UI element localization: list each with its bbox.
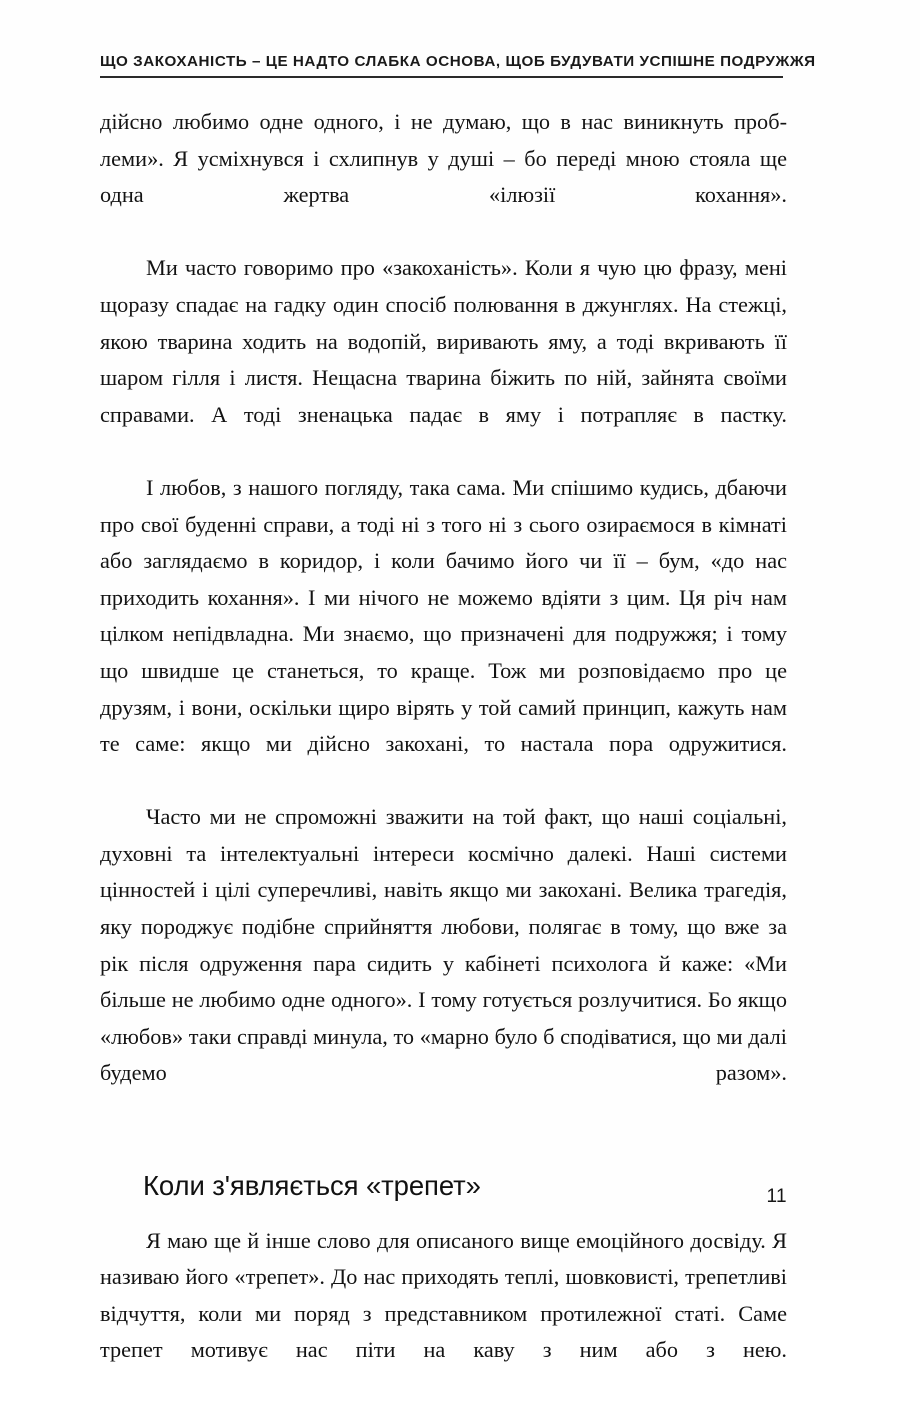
text-column <box>100 104 787 1406</box>
paragraph: Я маю ще й інше слово для описаного вище емоційного досвіду. Я називаю його «трепет». До нас приходять теплі, шовковисті, трепетливі відчуття, коли ми поряд з представником протилежної статі. Саме трепет мотивує нас піти на каву з ним або з нею. <box>100 1227 787 1363</box>
page-number: 11 <box>766 1186 787 1207</box>
running-header <box>100 52 816 78</box>
running-header-title: ЩО ЗАКОХАНІСТЬ – ЦЕ НАДТО СЛАБКА ОСНОВА, ЩОБ БУДУВАТИ УСПІШНЕ ПОДРУЖЖЯ <box>100 53 816 70</box>
paragraph: дійсно любимо одне одного, і не думаю, що в нас виникнуть проблеми». Я усміхнувся і схлипнув у душі – бо переді мною стояла ще одна жертва «ілюзії кохання». <box>100 109 787 208</box>
heading-top-spacer <box>100 1129 787 1169</box>
paragraph: Часто ми не спроможні зважити на той факт, що наші соціальні, духовні та інтелектуальні інтереси космічно далекі. Наші системи цінностей і цілі суперечливі, навіть якщо ми закохані. Велика трагедія, яку породжує подібне сприйняття любови, полягає в тому, що вже за рік після одруження пара сидить у кабінеті психолога й каже: «Ми більше не любимо одне одного». І тому готується розлучитися. Бо якщо «любов» таки справді минула, то «марно було б сподіватися, що ми далі будемо разом». <box>100 804 787 1086</box>
paragraph: Ми часто говоримо про «закоханість». Коли я чую цю фразу, мені щоразу спадає на гадку один спосіб полювання в джунглях. На стежці, якою тварина ходить на водопій, виривають яму, а тоді вкривають її шаром гілля і листя. Нещасна тварина біжить по ній, зайнята своїми справами. А тоді зненацька падає в яму і потрапляє в пастку. <box>100 255 787 427</box>
section-heading: Коли з'являється «трепет» <box>143 1169 481 1201</box>
paragraph: І любов, з нашого погляду, така сама. Ми спішимо кудись, дбаючи про свої буденні справи, а тоді ні з того ні з сього озираємося в кімнаті або заглядаємо в коридор, і коли бачимо його чи її – бум, «до нас приходить кохання». І ми нічого не можемо вдіяти з цим. Ця річ нам цілком непідвладна. Ми знаємо, що призначені для подружжя; і тому що швидше це станеться, то краще. Тож ми розповідаємо про це друзям, і вони, оскільки щиро вірять у той самий принцип, кажуть нам те саме: якщо ми дійсно закохані, то настала пора одружитися. <box>100 474 787 757</box>
header-rule-divider <box>100 76 783 78</box>
heading-bottom-spacer <box>100 1203 787 1223</box>
